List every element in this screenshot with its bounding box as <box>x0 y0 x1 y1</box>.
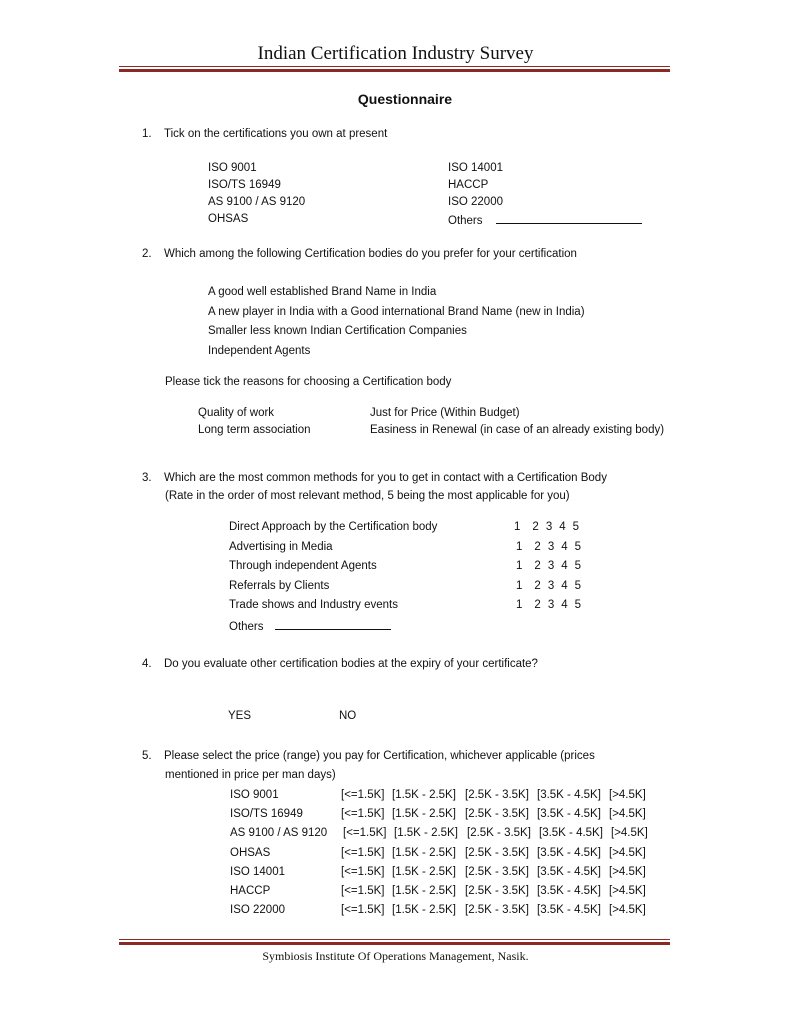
q5-range-le-1-5k[interactable]: [<=1.5K] <box>341 847 385 859</box>
q5-range-1-5k-2-5k[interactable]: [1.5K - 2.5K] <box>392 885 456 897</box>
q4-text: Do you evaluate other certification bodies at the expiry of your certificate? <box>164 658 538 670</box>
q3-rating-row <box>516 541 581 553</box>
rating-2[interactable]: 2 <box>534 599 541 611</box>
rating-5[interactable]: 5 <box>572 521 580 533</box>
footer-institute: Symbiosis Institute Of Operations Management, Nasik. <box>262 949 529 963</box>
q5-range-le-1-5k[interactable]: [<=1.5K] <box>343 827 387 839</box>
q2-option-established-brand[interactable]: A good well established Brand Name in India <box>208 286 437 298</box>
q5-range-1-5k-2-5k[interactable]: [1.5K - 2.5K] <box>392 808 456 820</box>
q3-others-blank[interactable] <box>275 619 391 630</box>
q5-range-3-5k-4-5k[interactable]: [3.5K - 4.5K] <box>537 885 601 897</box>
q5-range-le-1-5k[interactable]: [<=1.5K] <box>341 789 385 801</box>
q5-range-1-5k-2-5k[interactable]: [1.5K - 2.5K] <box>392 789 456 801</box>
q5-range-3-5k-4-5k[interactable]: [3.5K - 4.5K] <box>537 866 601 878</box>
q2-text: Which among the following Certification bodies do you prefer for your certification <box>164 248 577 260</box>
q2-reason-quality[interactable]: Quality of work <box>198 407 275 419</box>
q1-text: Tick on the certifications you own at present <box>164 128 388 140</box>
rating-1[interactable]: 1 <box>514 521 521 533</box>
q3-text: Which are the most common methods for you to get in contact with a Certification Body <box>164 472 607 484</box>
q5-range-gt-4-5k[interactable]: [>4.5K] <box>611 827 648 839</box>
q1-option-others[interactable] <box>448 213 642 227</box>
q1-option-haccp[interactable]: HACCP <box>448 179 489 191</box>
q4-option-yes[interactable]: YES <box>228 710 252 722</box>
q5-range-2-5k-3-5k[interactable]: [2.5K - 3.5K] <box>465 866 529 878</box>
q5-range-2-5k-3-5k[interactable]: [2.5K - 3.5K] <box>465 789 529 801</box>
q5-cert-label: AS 9100 / AS 9120 <box>230 827 328 839</box>
q2-option-new-international[interactable]: A new player in India with a Good international Brand Name (new in India) <box>208 306 585 318</box>
document-title: Indian Certification Industry Survey <box>257 43 534 64</box>
rating-5[interactable]: 5 <box>574 541 582 553</box>
q1-option-iso14001[interactable]: ISO 14001 <box>448 162 503 174</box>
rating-2[interactable]: 2 <box>532 521 539 533</box>
q5-range-1-5k-2-5k[interactable]: [1.5K - 2.5K] <box>392 866 456 878</box>
rating-2[interactable]: 2 <box>534 580 541 592</box>
q5-cert-label: ISO/TS 16949 <box>230 808 303 820</box>
q1-option-iso9001[interactable]: ISO 9001 <box>208 162 257 174</box>
q3-rating-row <box>516 580 581 592</box>
q1-option-as9100[interactable]: AS 9100 / AS 9120 <box>208 196 306 208</box>
q1-option-ohsas[interactable]: OHSAS <box>208 213 249 225</box>
q5-range-le-1-5k[interactable]: [<=1.5K] <box>341 904 385 916</box>
q2-reason-long-term[interactable]: Long term association <box>198 424 311 436</box>
rating-5[interactable]: 5 <box>574 599 582 611</box>
rating-5[interactable]: 5 <box>574 560 582 572</box>
q5-range-gt-4-5k[interactable]: [>4.5K] <box>609 885 646 897</box>
q2-reasons-prompt: Please tick the reasons for choosing a Certification body <box>165 376 452 388</box>
q3-rating-row <box>514 521 579 533</box>
rating-1[interactable]: 1 <box>516 560 523 572</box>
rating-4[interactable]: 4 <box>559 521 566 533</box>
q3-others-label: Others <box>229 621 264 633</box>
q5-range-3-5k-4-5k[interactable]: [3.5K - 4.5K] <box>537 789 601 801</box>
q5-range-3-5k-4-5k[interactable]: [3.5K - 4.5K] <box>537 904 601 916</box>
q2-number: 2. <box>142 248 152 260</box>
rating-3[interactable]: 3 <box>547 541 555 553</box>
q5-cert-label: HACCP <box>230 885 271 897</box>
q3-method-advertising: Advertising in Media <box>229 541 333 553</box>
q5-range-2-5k-3-5k[interactable]: [2.5K - 3.5K] <box>465 885 529 897</box>
rating-1[interactable]: 1 <box>516 541 523 553</box>
q1-option-isots16949[interactable]: ISO/TS 16949 <box>208 179 281 191</box>
q5-range-2-5k-3-5k[interactable]: [2.5K - 3.5K] <box>467 827 531 839</box>
q5-range-le-1-5k[interactable]: [<=1.5K] <box>341 885 385 897</box>
q2-reason-price[interactable]: Just for Price (Within Budget) <box>370 407 520 419</box>
q3-rating-row <box>516 560 581 572</box>
q5-range-gt-4-5k[interactable]: [>4.5K] <box>609 789 646 801</box>
rating-3[interactable]: 3 <box>547 599 555 611</box>
rating-1[interactable]: 1 <box>516 599 523 611</box>
q5-range-gt-4-5k[interactable]: [>4.5K] <box>609 808 646 820</box>
q3-method-trade-shows: Trade shows and Industry events <box>229 599 398 611</box>
q1-number: 1. <box>142 128 152 140</box>
q2-reason-renewal[interactable]: Easiness in Renewal (in case of an already existing body) <box>370 424 665 436</box>
q5-cert-label: ISO 22000 <box>230 904 285 916</box>
q5-range-2-5k-3-5k[interactable]: [2.5K - 3.5K] <box>465 847 529 859</box>
q5-range-1-5k-2-5k[interactable]: [1.5K - 2.5K] <box>392 904 456 916</box>
rating-4[interactable]: 4 <box>561 560 568 572</box>
rating-2[interactable]: 2 <box>534 560 541 572</box>
q5-cert-label: OHSAS <box>230 847 271 859</box>
q5-range-le-1-5k[interactable]: [<=1.5K] <box>341 866 385 878</box>
q3-method-referrals: Referrals by Clients <box>229 580 330 592</box>
q5-range-gt-4-5k[interactable]: [>4.5K] <box>609 904 646 916</box>
rating-4[interactable]: 4 <box>561 580 568 592</box>
q4-number: 4. <box>142 658 152 670</box>
rating-4[interactable]: 4 <box>561 541 568 553</box>
q5-range-gt-4-5k[interactable]: [>4.5K] <box>609 866 646 878</box>
q5-cert-label: ISO 14001 <box>230 866 285 878</box>
q5-range-1-5k-2-5k[interactable]: [1.5K - 2.5K] <box>392 847 456 859</box>
footer-rule <box>119 939 670 945</box>
q1-others-label: Others <box>448 215 483 227</box>
q5-text-continued: mentioned in price per man days) <box>165 769 336 781</box>
q5-range-3-5k-4-5k[interactable]: [3.5K - 4.5K] <box>539 827 603 839</box>
q3-subtext: (Rate in the order of most relevant method, 5 being the most applicable for you) <box>165 490 570 502</box>
q5-range-3-5k-4-5k[interactable]: [3.5K - 4.5K] <box>537 808 601 820</box>
q5-range-gt-4-5k[interactable]: [>4.5K] <box>609 847 646 859</box>
q5-number: 5. <box>142 750 152 762</box>
rating-2[interactable]: 2 <box>534 541 541 553</box>
q3-method-independent-agents: Through independent Agents <box>229 560 377 572</box>
rating-3[interactable]: 3 <box>547 560 555 572</box>
q3-method-direct-approach: Direct Approach by the Certification body <box>229 521 438 533</box>
q5-text: Please select the price (range) you pay for Certification, whichever applicable (prices <box>164 750 595 762</box>
q5-range-le-1-5k[interactable]: [<=1.5K] <box>341 808 385 820</box>
q5-cert-label: ISO 9001 <box>230 789 279 801</box>
rating-3[interactable]: 3 <box>545 521 553 533</box>
questionnaire-heading: Questionnaire <box>357 91 453 107</box>
q1-others-blank[interactable] <box>496 213 642 224</box>
q2-option-smaller-indian[interactable]: Smaller less known Indian Certification Companies <box>208 325 467 337</box>
q5-range-3-5k-4-5k[interactable]: [3.5K - 4.5K] <box>537 847 601 859</box>
q3-number: 3. <box>142 472 152 484</box>
header-rule <box>119 66 670 72</box>
q2-option-independent-agents[interactable]: Independent Agents <box>208 345 311 357</box>
q3-rating-row <box>516 599 581 611</box>
rating-3[interactable]: 3 <box>547 580 555 592</box>
q5-range-1-5k-2-5k[interactable]: [1.5K - 2.5K] <box>394 827 458 839</box>
rating-4[interactable]: 4 <box>561 599 568 611</box>
q5-range-2-5k-3-5k[interactable]: [2.5K - 3.5K] <box>465 808 529 820</box>
rating-5[interactable]: 5 <box>574 580 582 592</box>
q4-option-no[interactable]: NO <box>339 710 357 722</box>
rating-1[interactable]: 1 <box>516 580 523 592</box>
q5-range-2-5k-3-5k[interactable]: [2.5K - 3.5K] <box>465 904 529 916</box>
q1-option-iso22000[interactable]: ISO 22000 <box>448 196 503 208</box>
q3-option-others[interactable] <box>229 619 391 633</box>
